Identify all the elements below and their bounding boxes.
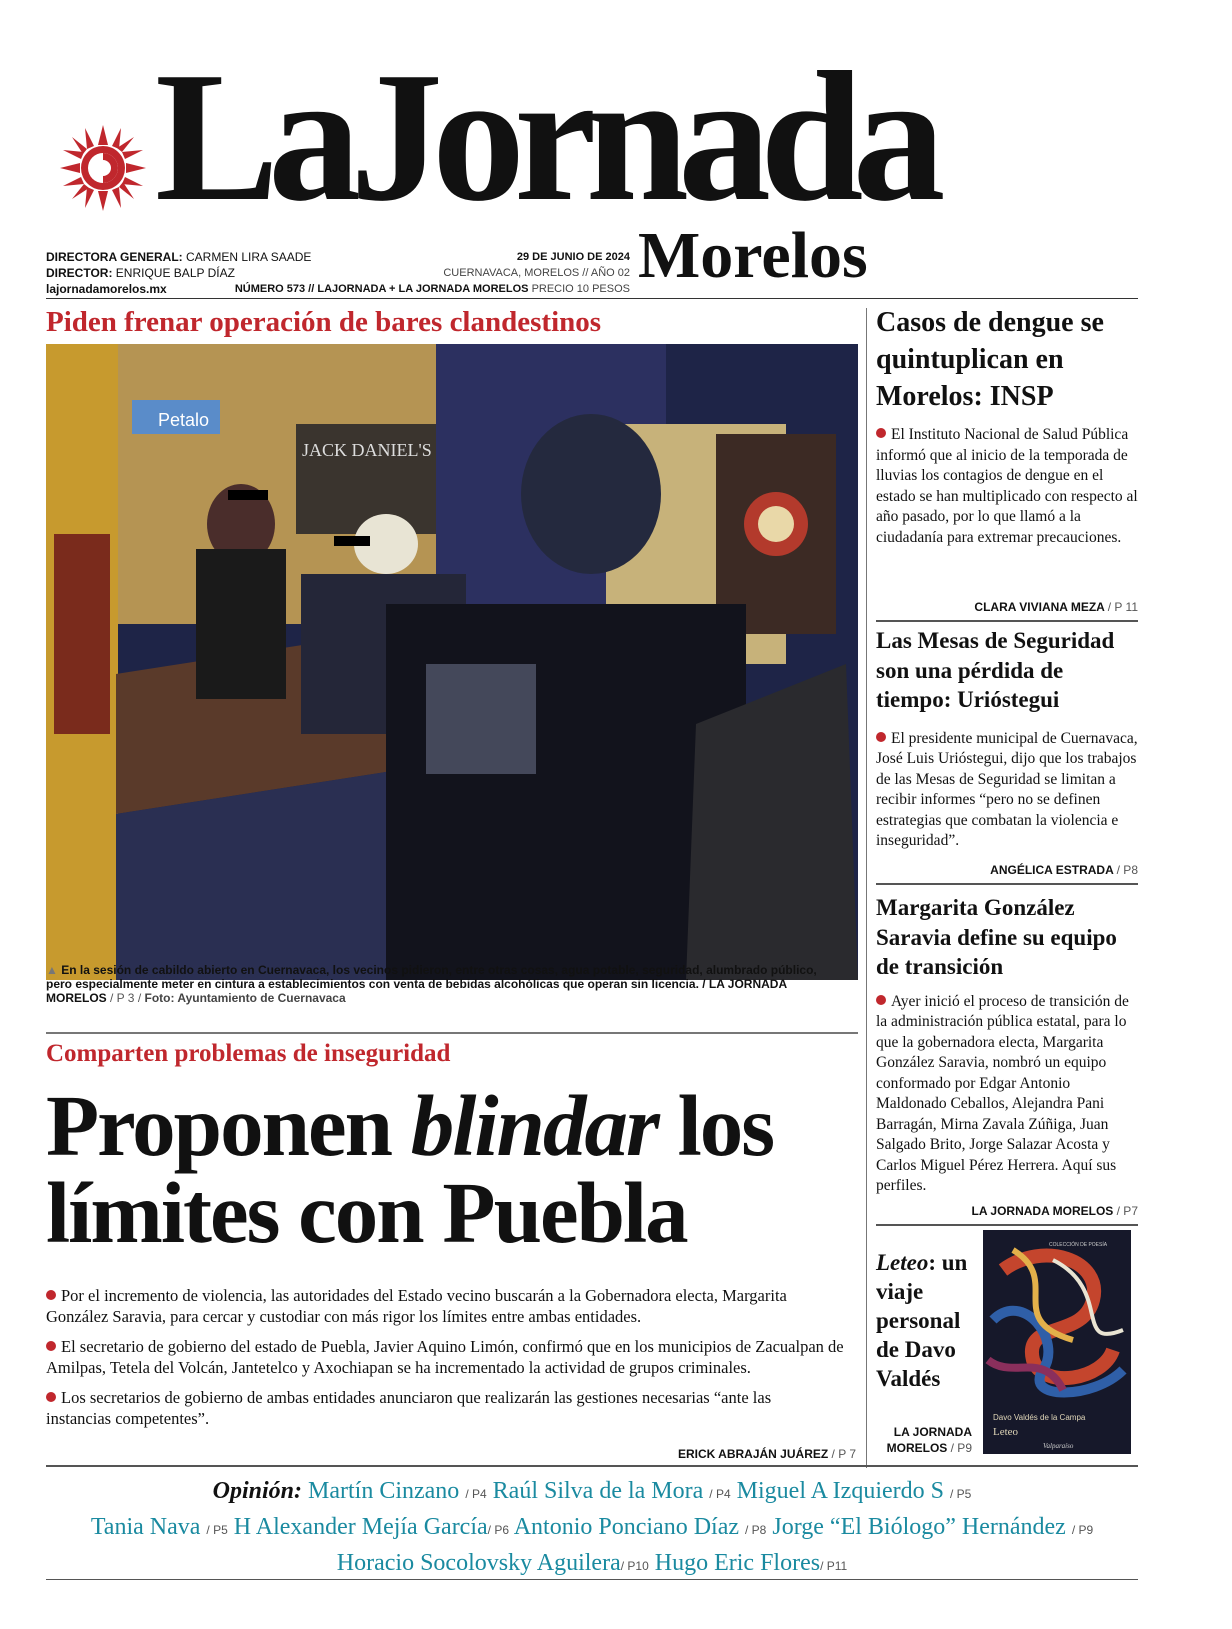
opinion-label: Opinión: [212, 1478, 302, 1504]
opinion-line-1 [46, 1475, 1138, 1511]
masthead-edition-info [235, 249, 630, 297]
sidebar-headline: Las Mesas de Seguridad son una pérdida de tiempo: Urióstegui [876, 628, 1115, 712]
issue-place: CUERNAVACA, MORELOS // AÑO 02 [443, 267, 630, 279]
sidebar-author: LA JORNADA MORELOS [971, 1204, 1114, 1218]
photo-caption-text: En la sesión de cabildo abierto en Cuernavaca, los vecinos pidieron, entre otras cosas, agua potable, seguridad, alumbrado público, pero especialmente meter en cintura a establecimientos con venta de bebidas alcohólicas que operan sin licencia. / LA JORNADA MORELOS [46, 963, 817, 1005]
opinion-page: / P5 [206, 1523, 228, 1537]
sidebar-body: El presidente municipal de Cuernavaca, José Luis Urióstegui, dijo que los trabajos de las Mesas de Seguridad se limitan a recibir informes “pero no se definen estrategias que combatan la violencia e inseguridad”. [876, 729, 1138, 852]
opinion-author-link[interactable]: Tania Nava [90, 1514, 201, 1540]
book-cover-title: Leteo [993, 1426, 1019, 1438]
opinion-page: / P10 [620, 1559, 649, 1573]
book-title-rest: : un viaje personal de Davo Valdés [876, 1250, 968, 1391]
sidebar-rule [876, 883, 1138, 885]
sidebar-page: / P 11 [1107, 600, 1138, 614]
sidebar-page: / P7 [1116, 1204, 1138, 1218]
book-cover-publisher: Valparaíso [1043, 1442, 1074, 1450]
main-headline-part-b: los límites con Puebla [46, 1077, 774, 1261]
issue-number: NÚMERO 573 // LAJORNADA + LA JORNADA MORELOS [234, 283, 529, 295]
opinion-bottom-rule [46, 1579, 1138, 1580]
sidebar-rule [876, 1224, 1138, 1226]
sidebar-author: ANGÉLICA ESTRADA [990, 863, 1114, 877]
opinion-page: / P9 [1071, 1523, 1094, 1537]
book-cover-series: COLECCIÓN DE POESÍA [1049, 1242, 1108, 1248]
photo-caption [46, 963, 836, 1005]
photo-story-kicker: Piden frenar operación de bares clandestinos [46, 306, 602, 338]
book-page: / P9 [950, 1441, 972, 1455]
sidebar-body: Ayer inició el proceso de transición de la administración pública estatal, para lo que la gobernadora electa, Margarita González Saravia, nombró un equipo conformado por Edgar Antonio Maldonado Ceballos, Alejandra Pani Barragán, Mirna Zavala Zúñiga, Juan Salgado Brito, Jorge Salazar Acosta y Carlos Miguel Pérez Herrera. Aquí sus perfiles. [876, 992, 1138, 1197]
sidebar-story-transition [876, 893, 1138, 1197]
book-cover-art [983, 1230, 1131, 1405]
sidebar-page: / P8 [1116, 863, 1138, 877]
director-name: ENRIQUE BALP DÍAZ [115, 266, 235, 280]
opinion-page: / P8 [745, 1523, 767, 1537]
sidebar-author: CLARA VIVIANA MEZA [974, 600, 1105, 614]
sidebar-credit-security [990, 863, 1138, 877]
main-story-page: / P 7 [831, 1447, 856, 1461]
opinion-page: / P5 [949, 1487, 972, 1501]
photo-caption-page: / P 3 / [110, 991, 142, 1005]
opinion-author-link[interactable]: Jorge “El Biólogo” Hernández [772, 1514, 1066, 1540]
masthead-title: LaJornada [155, 34, 935, 240]
masthead-rule [46, 298, 1138, 299]
bar-photo [46, 344, 858, 980]
opinion-page: / P11 [820, 1559, 848, 1573]
book-credit-a: LA JORNADA [893, 1425, 972, 1439]
sidebar-story-dengue [876, 304, 1138, 548]
main-story-bullet: Los secretarios de gobierno de ambas entidades anunciaron que realizarán las gestiones necesarias “ante las instancias competentes”. [46, 1388, 826, 1429]
sidebar-headline: Margarita González Saravia define su equipo de transición [876, 895, 1117, 979]
opinion-page: / P6 [487, 1523, 510, 1537]
photo-story-rule [46, 1032, 858, 1034]
main-story-kicker: Comparten problemas de inseguridad [46, 1040, 451, 1067]
opinion-top-rule [46, 1465, 1138, 1467]
opinion-author-link[interactable]: Martín Cinzano [308, 1478, 460, 1504]
main-story-author: ERICK ABRAJÁN JUÁREZ [677, 1447, 829, 1461]
main-story-bullet: El secretario de gobierno del estado de Puebla, Javier Aquino Limón, confirmó que en los municipios de Zacualpan de Amilpas, Tetela del Volcán, Jantetelco y Axochiapan se ha incrementado la actividad de grupos criminales. [46, 1337, 846, 1378]
opinion-line-2 [46, 1511, 1138, 1547]
book-cover [983, 1230, 1131, 1454]
book-cover-author: Davo Valdés de la Campa [993, 1413, 1086, 1422]
website-link[interactable]: lajornadamorelos.mx [46, 282, 167, 296]
opinion-author-link[interactable]: H Alexander Mejía García [233, 1514, 488, 1540]
sidebar-credit-transition [972, 1204, 1138, 1218]
photo-sign-jack: JACK DANIEL'S [302, 440, 432, 460]
issue-price: PRECIO 10 PESOS [531, 283, 630, 295]
main-story-bullets [46, 1286, 846, 1429]
main-story-credit [678, 1447, 856, 1461]
book-credit-b: MORELOS [886, 1441, 948, 1455]
main-headline-part-a: Proponen [46, 1077, 411, 1174]
sidebar-divider [866, 308, 867, 1468]
opinion-page: / P4 [465, 1487, 487, 1501]
opinion-author-link[interactable]: Antonio Ponciano Díaz [513, 1514, 739, 1540]
main-headline [46, 1077, 866, 1261]
opinion-line-3 [46, 1547, 1138, 1583]
sidebar-headline: Casos de dengue se quintuplican en Morelos: INSP [876, 307, 1104, 412]
opinion-author-link[interactable]: Miguel A Izquierdo S [736, 1478, 944, 1504]
opinion-author-link[interactable]: Horacio Socolovsky Aguilera [336, 1550, 621, 1576]
opinion-bar [46, 1475, 1138, 1583]
directora-label: DIRECTORA GENERAL: [46, 250, 183, 264]
sun-logo-icon [58, 123, 148, 213]
main-headline-italic: blindar [410, 1077, 658, 1174]
sidebar-credit-dengue [974, 600, 1138, 614]
book-title-italic: Leteo [876, 1250, 929, 1275]
main-story-bullet: Por el incremento de violencia, las autoridades del Estado vecino buscarán a la Gobernadora electa, Margarita González Saravia, para cercar y custodiar con más rigor los límites entre ambas entidades. [46, 1286, 846, 1327]
photo-sign-petalo: Petalo [158, 410, 210, 430]
opinion-author-link[interactable]: Hugo Eric Flores [654, 1550, 821, 1576]
directora-name: CARMEN LIRA SAADE [186, 250, 312, 264]
opinion-page: / P4 [709, 1487, 731, 1501]
caption-triangle-icon: ▲ [46, 963, 58, 977]
sidebar-rule [876, 620, 1138, 622]
director-label: DIRECTOR: [46, 266, 113, 280]
masthead-subtitle: Morelos [638, 219, 868, 292]
issue-date: 29 DE JUNIO DE 2024 [516, 251, 630, 263]
photo-caption-credit: Foto: Ayuntamiento de Cuernavaca [144, 991, 346, 1005]
book-headline [876, 1248, 984, 1393]
opinion-author-link[interactable]: Raúl Silva de la Mora [492, 1478, 704, 1504]
sidebar-story-security [876, 626, 1138, 852]
book-credit [876, 1424, 972, 1456]
sidebar-body: El Instituto Nacional de Salud Pública informó que al inicio de la temporada de lluvias los contagios de dengue en el estado se han multiplicado con respecto al año pasado, por lo que llamó a la ciudadanía para extremar precauciones. [876, 425, 1138, 548]
